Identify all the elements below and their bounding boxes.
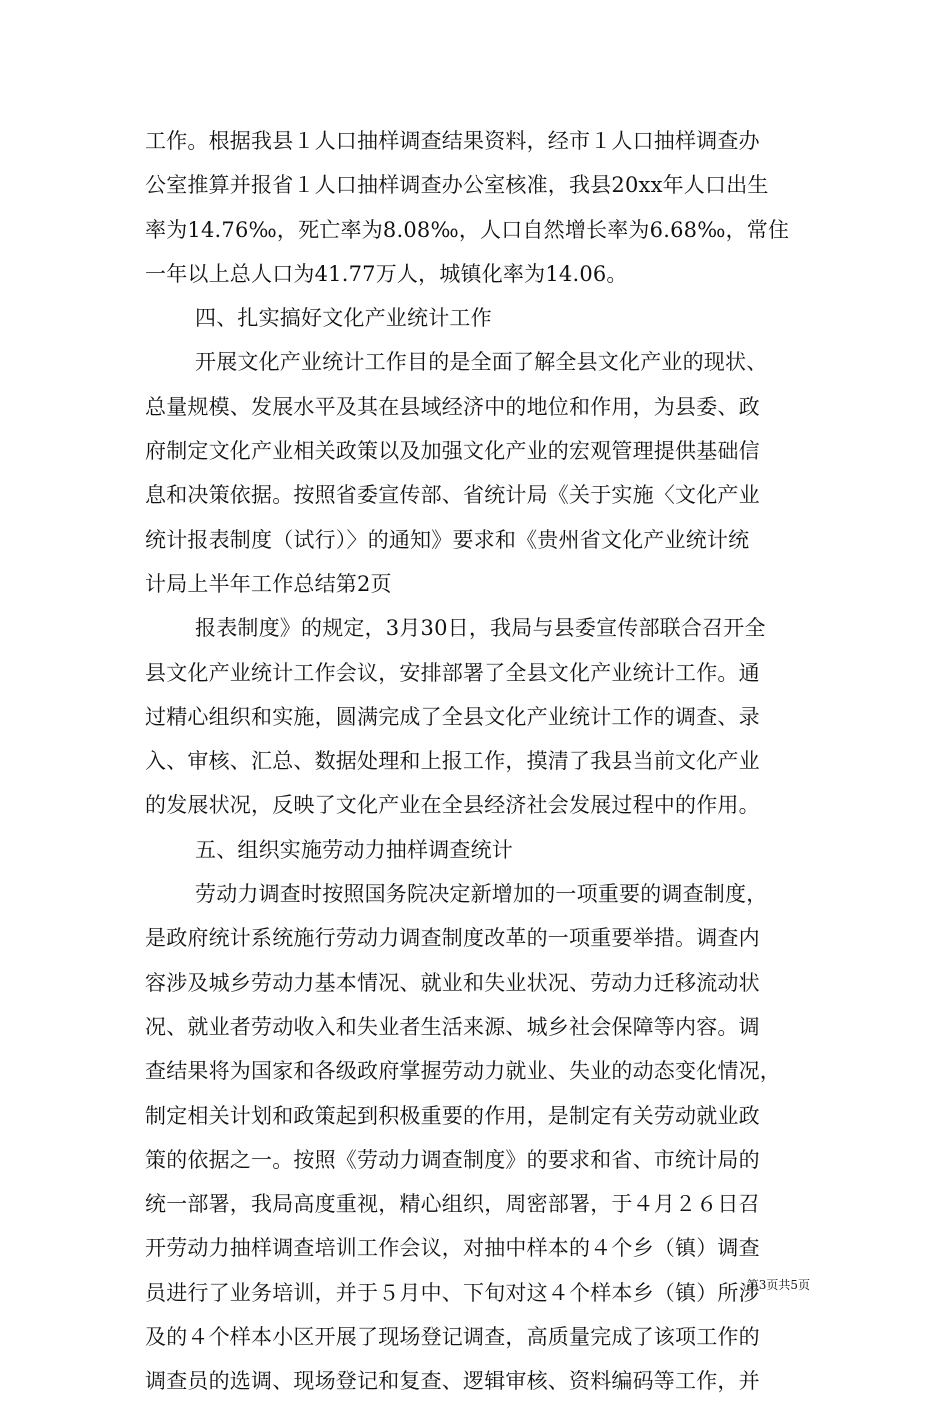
text-line: 统计报表制度（试行）〉的通知》要求和《贵州省文化产业统计统 [145, 527, 750, 552]
text-line: 的发展状况，反映了文化产业在全县经济社会发展过程中的作用。 [145, 793, 760, 818]
text-line: 制定相关计划和政策起到积极重要的作用，是制定有关劳动就业政 [145, 1103, 760, 1128]
text-line: 总量规模、发展水平及其在县域经济中的地位和作用，为县委、政 [145, 394, 760, 419]
text-line: 四、扎实搞好文化产业统计工作 [195, 306, 492, 331]
text-line: 报表制度》的规定，3月30日，我局与县委宣传部联合召开全 [195, 616, 766, 641]
text-line: 员进行了业务培训，并于５月中、下旬对这４个样本乡（镇）所涉 [145, 1280, 760, 1305]
text-line: 是政府统计系统施行劳动力调查制度改革的一项重要举措。调查内 [145, 926, 760, 951]
text-line: 开劳动力抽样调查培训工作会议，对抽中样本的４个乡（镇）调查 [145, 1236, 760, 1261]
text-line: 工作。根据我县１人口抽样调查结果资料，经市１人口抽样调查办 [145, 129, 760, 153]
page-number: 第3页共5页 [746, 1278, 810, 1292]
text-line: 入、审核、汇总、数据处理和上报工作，摸清了我县当前文化产业 [145, 749, 760, 774]
text-line: 公室推算并报省１人口抽样调查办公室核准，我县20xx年人口出生 [145, 173, 769, 198]
text-line: 率为14.76‰，死亡率为8.08‰，人口自然增长率为6.68‰，常住 [145, 217, 790, 242]
text-line: 府制定文化产业相关政策以及加强文化产业的宏观管理提供基础信 [145, 439, 760, 464]
text-line: 查结果将为国家和各级政府掌握劳动力就业、失业的动态变化情况， [145, 1059, 781, 1084]
text-line: 况、就业者劳动收入和失业者生活来源、城乡社会保障等内容。调 [145, 1014, 760, 1039]
text-line: 调查员的选调、现场登记和复查、逻辑审核、资料编码等工作，并 [145, 1369, 760, 1394]
text-line: 县文化产业统计工作会议，安排部署了全县文化产业统计工作。通 [145, 660, 760, 685]
text-line: 五、组织实施劳动力抽样调查统计 [195, 837, 513, 862]
text-line: 息和决策依据。按照省委宣传部、省统计局《关于实施〈文化产业 [145, 483, 760, 508]
text-line: 计局上半年工作总结第2页 [145, 571, 392, 596]
text-line: 劳动力调查时按照国务院决定新增加的一项重要的调查制度， [195, 882, 768, 907]
text-line: 过精心组织和实施，圆满完成了全县文化产业统计工作的调查、录 [145, 704, 760, 729]
text-line: 策的依据之一。按照《劳动力调查制度》的要求和省、市统计局的 [145, 1147, 760, 1172]
document-body [145, 119, 810, 1404]
text-line: 一年以上总人口为41.77万人，城镇化率为14.06。 [145, 261, 628, 286]
text-line: 容涉及城乡劳动力基本情况、就业和失业状况、劳动力迁移流动状 [145, 970, 760, 995]
text-line: 开展文化产业统计工作目的是全面了解全县文化产业的现状、 [195, 350, 768, 375]
text-line: 统一部署，我局高度重视，精心组织，周密部署，于４月２６日召 [145, 1192, 760, 1217]
text-line: 及的４个样本小区开展了现场登记调查，高质量完成了该项工作的 [145, 1325, 760, 1350]
